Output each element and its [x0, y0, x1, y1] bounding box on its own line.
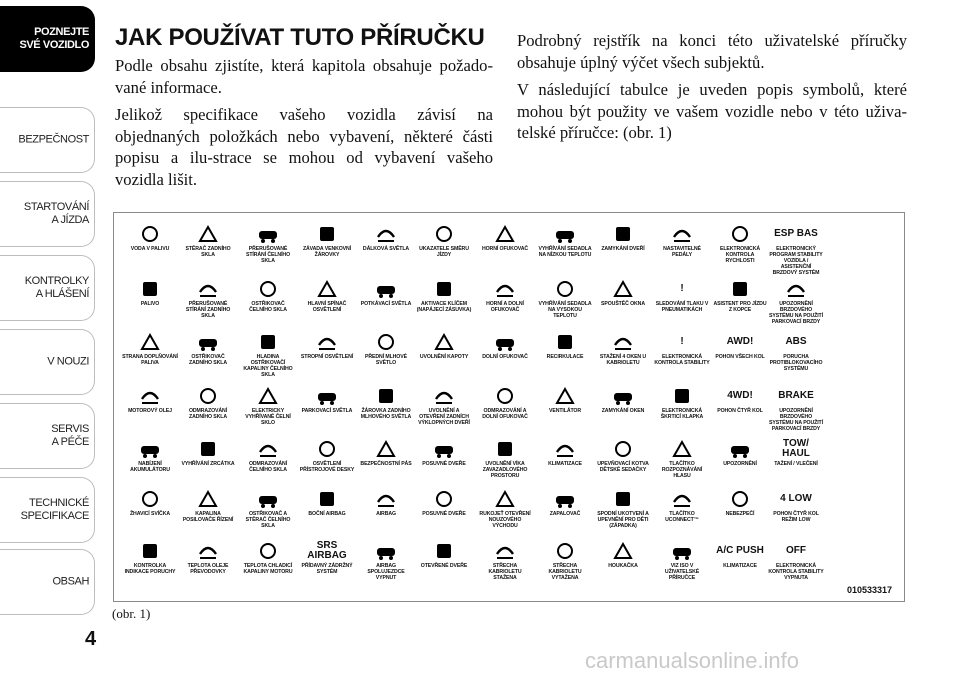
- symbol-label: PŘÍDAVNÝ ZÁDRŽNÝ SYSTÉM: [301, 563, 353, 575]
- symbol-icon: [416, 488, 472, 510]
- symbol-icon: [299, 278, 355, 300]
- symbol-badge-text: ESP BAS: [774, 228, 818, 239]
- symbol-icon: [477, 438, 533, 460]
- symbol-cell: [768, 385, 824, 432]
- symbol-cell: [416, 385, 472, 426]
- symbol-icon: [240, 223, 296, 245]
- symbol-icon: [122, 331, 178, 353]
- sidebar-tab-label: BEZPEČNOST: [18, 133, 89, 146]
- symbol-label: STROPNÍ OSVĚTLENÍ: [300, 354, 354, 360]
- symbol-cell: [537, 331, 593, 360]
- symbol-badge-text: AWD!: [726, 336, 754, 347]
- symbol-cell: [358, 331, 414, 366]
- symbol-icon: [654, 438, 710, 460]
- sidebar-tab-1[interactable]: [0, 107, 95, 173]
- symbol-label: STĚRAČ ZADNÍHO SKLA: [185, 246, 231, 258]
- symbol-label: NASTAVITELNÉ PEDÁLY: [663, 246, 701, 258]
- symbol-label: UPOZORNĚNÍ: [723, 461, 757, 467]
- symbol-label: TEPLOTA OLEJE PŘEVODOVKY: [187, 563, 229, 575]
- symbol-label: DOLNÍ OFUKOVAČ: [482, 354, 528, 360]
- symbol-cell: [712, 278, 768, 313]
- symbol-icon: [477, 488, 533, 510]
- symbol-label: VENTILÁTOR: [548, 408, 582, 414]
- symbol-cell: [768, 278, 824, 325]
- symbol-cell: [240, 223, 296, 264]
- symbol-label: VODA V PALIVU: [130, 246, 170, 252]
- symbol-label: OSTŘIKOVAČ ZADNÍHO SKLA: [189, 354, 227, 366]
- symbol-cell: [477, 331, 533, 360]
- symbol-label: TLAČÍTKO UCONNECT™: [665, 511, 699, 523]
- symbol-cell: [712, 488, 768, 517]
- symbol-label: POHON ČTYŘ KOL REŽIM LOW: [773, 511, 819, 523]
- symbol-cell: [595, 385, 651, 414]
- symbol-icon: [477, 278, 533, 300]
- symbol-icon: [416, 278, 472, 300]
- symbol-label: UKAZATELE SMĚRU JÍZDY: [419, 246, 469, 258]
- symbol-label: ELEKTRONICKÁ KONTROLA STABILITY VYPNUTA: [768, 563, 824, 581]
- symbol-label: PŘEDNÍ MLHOVÉ SVĚTLO: [365, 354, 407, 366]
- symbol-icon: [180, 540, 236, 562]
- left-column: [115, 55, 493, 196]
- symbol-label: OTEVŘENÉ DVEŘE: [420, 563, 468, 569]
- symbol-cell: [654, 488, 710, 523]
- symbol-label: SPODNÍ UKOTVENÍ A UPEVNĚNÍ PRO DĚTI (ZÁPADKA): [597, 511, 649, 529]
- symbol-label: RECIRKULACE: [546, 354, 584, 360]
- symbol-badge-text: !: [680, 336, 684, 347]
- symbol-icon: [477, 331, 533, 353]
- right-column: [517, 30, 907, 150]
- symbol-label: MOTOROVÝ OLEJ: [128, 408, 172, 414]
- symbol-cell: [358, 223, 414, 252]
- sidebar-tab-label: KONTROLKY A HLÁŠENÍ: [24, 275, 89, 300]
- symbol-label: ASISTENT PRO JÍZDU Z KOPCE: [713, 301, 767, 313]
- symbol-cell: [180, 223, 236, 258]
- symbol-label: ZÁVADA VENKOVNÍ ŽÁROVKY: [302, 246, 352, 258]
- symbol-label: HLAVNÍ SPÍNAČ OSVĚTLENÍ: [307, 301, 347, 313]
- symbol-icon: [240, 385, 296, 407]
- sidebar-tab-label: OBSAH: [52, 575, 89, 588]
- symbol-label: PALIVO: [140, 301, 160, 307]
- symbol-cell: [122, 488, 178, 517]
- symbol-cell: [180, 540, 236, 575]
- symbol-icon: [654, 488, 710, 510]
- symbol-icon: [299, 438, 355, 460]
- symbol-label: ŽHAVICÍ SVÍČKA: [129, 511, 170, 517]
- symbol-icon: [180, 385, 236, 407]
- symbol-icon: [122, 540, 178, 562]
- symbol-icon: [595, 223, 651, 245]
- symbol-icon: [712, 488, 768, 510]
- symbol-label: STŘECHA KABRIOLETU STAŽENA: [488, 563, 522, 581]
- symbol-label: AIRBAG: [376, 511, 396, 517]
- symbol-label: STŘECHA KABRIOLETU VYTAŽENA: [548, 563, 582, 581]
- symbol-cell: [122, 438, 178, 473]
- symbol-icon: [416, 540, 472, 562]
- symbol-cell: [654, 385, 710, 420]
- symbol-label: POHON VŠECH KOL: [715, 354, 765, 360]
- symbol-icon: [537, 331, 593, 353]
- symbol-label: VIZ ISO V UŽIVATELSKÉ PŘÍRUČCE: [664, 563, 700, 581]
- symbol-icon: [654, 385, 710, 407]
- symbol-cell: [595, 278, 651, 307]
- symbol-label: AIRBAG SPOLUJEZDCE VYPNUT: [367, 563, 405, 581]
- symbol-icon: [654, 540, 710, 562]
- symbol-label: NEBEZPEČÍ: [725, 511, 755, 517]
- paragraph: Podle obsahu zjistíte, která kapitola obsahuje požado-vané informace.: [115, 56, 493, 97]
- symbol-icon: [299, 385, 355, 407]
- sidebar-tab-4[interactable]: [0, 329, 95, 395]
- symbol-badge-text: ABS: [785, 336, 807, 347]
- symbol-cell: [358, 438, 414, 467]
- symbol-cell: [537, 223, 593, 258]
- symbol-label: BEZPEČNOSTNÍ PÁS: [360, 461, 412, 467]
- symbol-cell: [768, 488, 824, 523]
- symbol-icon: [240, 331, 296, 353]
- symbol-badge-text: 4WD!: [727, 390, 753, 401]
- symbol-cell: [768, 223, 824, 276]
- symbol-label: UVOLNĚNÍ A OTEVŘENÍ ZADNÍCH VÝKLOPNÝCH DVEŘÍ: [418, 408, 470, 426]
- symbol-icon: [358, 278, 414, 300]
- symbol-icon: [537, 385, 593, 407]
- symbol-icon: [299, 331, 355, 353]
- symbol-label: ELEKTRONICKÝ PROGRAM STABILITY VOZIDLA / ASISTENČNÍ BRZDOVÝ SYSTÉM: [769, 246, 823, 276]
- symbol-cell: [122, 278, 178, 307]
- symbol-icon: [595, 488, 651, 510]
- symbol-icon: [180, 488, 236, 510]
- symbol-icon: [358, 223, 414, 245]
- symbol-cell: [240, 540, 296, 575]
- symbol-label: KLIMATIZACE: [723, 563, 757, 569]
- symbol-icon: [595, 278, 651, 300]
- symbol-icon: [712, 223, 768, 245]
- symbol-cell: [358, 385, 414, 420]
- symbol-label: UPEVŇOVACÍ KOTVA DĚTSKÉ SEDAČKY: [597, 461, 649, 473]
- chapter-sidebar: [0, 0, 97, 678]
- symbol-icon: [416, 223, 472, 245]
- figure-caption: (obr. 1): [112, 606, 151, 621]
- symbol-label: OSVĚTLENÍ PŘÍSTROJOVÉ DESKY: [299, 461, 355, 473]
- symbol-label: ZAPALOVAČ: [549, 511, 581, 517]
- symbol-label: HOUKAČKA: [608, 563, 638, 569]
- symbol-label: VYHŘÍVÁNÍ SEDADLA NA VYSOKOU TEPLOTU: [538, 301, 592, 319]
- symbol-cell: [477, 223, 533, 252]
- symbol-cell: [712, 385, 768, 414]
- symbol-cell: [122, 331, 178, 366]
- symbol-icon: [358, 438, 414, 460]
- symbol-label: DÁLKOVÁ SVĚTLA: [362, 246, 410, 252]
- symbol-icon: [477, 223, 533, 245]
- page-number: 4: [85, 628, 97, 650]
- symbol-icon: [240, 488, 296, 510]
- symbol-cell: [477, 438, 533, 479]
- symbol-cell: [712, 438, 768, 467]
- symbol-label: ELEKTRONICKÁ KONTROLA STABILITY: [654, 354, 710, 366]
- symbol-cell: [768, 540, 824, 581]
- symbol-icon: [122, 488, 178, 510]
- symbol-label: PARKOVACÍ SVĚTLA: [301, 408, 353, 414]
- symbol-badge-text: 4 LOW: [780, 493, 812, 504]
- symbol-label: UVOLNĚNÍ VÍKA ZAVAZADLOVÉHO PROSTORU: [482, 461, 528, 479]
- symbol-label: ŽÁROVKA ZADNÍHO MLHOVÉHO SVĚTLA: [360, 408, 412, 420]
- symbol-cell: [240, 488, 296, 529]
- symbol-label: KLIMATIZACE: [548, 461, 582, 467]
- symbol-icon: [595, 540, 651, 562]
- symbol-badge-text: OFF: [786, 545, 806, 556]
- symbol-icon: [416, 385, 472, 407]
- paragraph: Podrobný rejstřík na konci této uživatelské příručky obsahuje úplný výčet všech subjektů.: [517, 31, 907, 72]
- symbol-cell: [299, 488, 355, 517]
- symbol-icon: [240, 278, 296, 300]
- symbol-label: HLADINA OSTŘIKOVAČÍ KAPALINY ČELNÍHO SKLA: [243, 354, 293, 378]
- symbol-label: TEPLOTA CHLADICÍ KAPALINY MOTORU: [243, 563, 293, 575]
- symbol-label: ODMRAZOVÁNÍ ČELNÍHO SKLA: [248, 461, 288, 473]
- symbol-cell: [240, 331, 296, 378]
- symbol-icon: [299, 223, 355, 245]
- symbol-cell: [416, 223, 472, 258]
- symbol-cell: [712, 331, 768, 360]
- symbol-icon: [712, 438, 768, 460]
- symbol-label: ODMRAZOVÁNÍ ZADNÍHO SKLA: [188, 408, 228, 420]
- symbol-cell: [180, 331, 236, 366]
- symbol-label: POSUVNÉ DVEŘE: [422, 461, 466, 467]
- symbol-icon: [299, 488, 355, 510]
- symbol-icon: [537, 438, 593, 460]
- symbol-label: SPOUŠTĚČ OKNA: [601, 301, 645, 307]
- symbol-icon: [358, 488, 414, 510]
- symbol-cell: [416, 278, 472, 313]
- symbol-cell: [537, 438, 593, 467]
- paragraph: Jelikož specifikace vašeho vozidla závisí na objednaných položkách nebo vybavení, některé části popisu a ilu-strace se mohou od vybavení vašeho vozidla lišit.: [115, 105, 493, 189]
- watermark-text: carmanualsonline.info: [585, 648, 800, 673]
- symbol-badge-text: !: [680, 283, 684, 294]
- sidebar-tab-2[interactable]: [0, 181, 95, 247]
- paragraph: V následující tabulce je uveden popis symbolů, které mohou být použity ve vašem vozidle nebo v této uživa-telské příručce: (obr. 1): [517, 80, 907, 142]
- symbol-label: RUKOJEŤ OTEVŘENÍ NOUZOVÉHO VÝCHODU: [479, 511, 531, 529]
- symbol-label: ELEKTRONICKÁ KONTROLA RYCHLOSTI: [719, 246, 760, 264]
- symbol-icon: [537, 223, 593, 245]
- symbol-cell: [122, 385, 178, 414]
- symbol-cell: [537, 385, 593, 414]
- symbol-icon: [180, 223, 236, 245]
- symbol-icon: [358, 540, 414, 562]
- symbol-icon: [180, 278, 236, 300]
- symbol-icon: [477, 540, 533, 562]
- symbol-cell: [122, 540, 178, 575]
- symbol-cell: [416, 488, 472, 517]
- symbol-cell: [416, 331, 472, 360]
- symbol-icon: [122, 278, 178, 300]
- symbol-label: ZAMYKÁNÍ DVEŘÍ: [601, 246, 645, 252]
- symbol-badge-text: TOW/ HAUL: [782, 438, 810, 459]
- symbol-cell: [240, 438, 296, 473]
- sidebar-tab-7[interactable]: [0, 549, 95, 615]
- sidebar-tab-0[interactable]: [0, 6, 95, 72]
- symbol-badge-text: A/C PUSH: [716, 545, 764, 556]
- sidebar-tab-label: SERVIS A PÉČE: [51, 423, 89, 448]
- symbol-label: UVOLNĚNÍ KAPOTY: [419, 354, 469, 360]
- symbol-cell: [477, 540, 533, 581]
- symbol-cell: [477, 385, 533, 420]
- symbol-cell: [768, 438, 824, 467]
- symbol-cell: [299, 278, 355, 313]
- symbol-badge-text: BRAKE: [778, 390, 814, 401]
- symbol-cell: [712, 540, 768, 569]
- symbol-label: POSUVNÉ DVEŘE: [422, 511, 466, 517]
- symbol-label: TAŽENÍ / VLEČENÍ: [774, 461, 818, 467]
- symbol-cell: [595, 540, 651, 569]
- symbol-label: POTKÁVACÍ SVĚTLA: [360, 301, 412, 307]
- symbol-icon: [595, 385, 651, 407]
- symbol-label: ELEKTRICKY VYHŘÍVANÉ ČELNÍ SKLO: [245, 408, 291, 426]
- symbol-label: HORNÍ OFUKOVAČ: [481, 246, 529, 252]
- symbol-cell: [358, 488, 414, 517]
- symbol-icon: [712, 278, 768, 300]
- symbol-icon: [240, 540, 296, 562]
- symbol-cell: [595, 488, 651, 529]
- symbol-label: AKTIVACE KLÍČEM (NAPÁJECÍ ZÁSUVKA): [416, 301, 472, 313]
- sidebar-tab-label: POZNEJTE SVÉ VOZIDLO: [19, 26, 89, 51]
- symbol-cell: [654, 438, 710, 479]
- symbol-icon: [180, 438, 236, 460]
- symbol-cell: [595, 331, 651, 366]
- page-title: JAK POUŽÍVAT TUTO PŘÍRUČKU: [115, 24, 485, 51]
- symbol-label: ZAMYKÁNÍ OKEN: [601, 408, 645, 414]
- sidebar-tab-5[interactable]: [0, 403, 95, 469]
- symbol-cell: [477, 488, 533, 529]
- symbol-icon: [122, 438, 178, 460]
- symbol-icon: [358, 385, 414, 407]
- sidebar-tab-3[interactable]: [0, 255, 95, 321]
- symbol-label: ELEKTRONICKÁ ŠKRTICÍ KLAPKA: [660, 408, 704, 420]
- symbol-label: KAPALINA POSILOVAČE ŘÍZENÍ: [182, 511, 234, 523]
- symbol-label: STAŽENÍ 4 OKEN U KABRIOLETU: [599, 354, 647, 366]
- symbol-label: UPOZORNĚNÍ BRZDOVÉHO SYSTÉMU NA POUŽITÍ PARKOVACÍ BRZDY: [769, 408, 823, 432]
- symbol-icon: [595, 438, 651, 460]
- symbol-icon: [477, 385, 533, 407]
- symbol-cell: [416, 438, 472, 467]
- symbol-icon: [416, 438, 472, 460]
- symbol-icon: [768, 278, 824, 300]
- figure-reference-code: 010533317: [846, 585, 892, 595]
- symbol-icon: [358, 331, 414, 353]
- symbol-cell: [416, 540, 472, 569]
- sidebar-tab-label: TECHNICKÉ SPECIFIKACE: [20, 497, 89, 522]
- symbol-label: UPOZORNĚNÍ BRZDOVÉHO SYSTÉMU NA POUŽITÍ PARKOVACÍ BRZDY: [769, 301, 823, 325]
- sidebar-tab-label: V NOUZI: [47, 355, 89, 368]
- symbol-cell: [712, 223, 768, 264]
- symbol-cell: [358, 540, 414, 581]
- symbol-label: TLAČÍTKO ROZPOZNÁVÁNÍ HLASU: [661, 461, 703, 479]
- symbol-table-figure: [113, 212, 905, 602]
- symbol-cell: [537, 488, 593, 517]
- symbol-cell: [654, 540, 710, 581]
- symbol-label: PŘERUŠOVANÉ STÍRÁNÍ ČELNÍHO SKLA: [245, 246, 291, 264]
- symbol-icon: [416, 331, 472, 353]
- symbol-label: HORNÍ A DOLNÍ OFUKOVAČ: [486, 301, 524, 313]
- symbol-label: PŘERUŠOVANÉ STÍRÁNÍ ZADNÍHO SKLA: [185, 301, 231, 319]
- symbol-cell: [299, 223, 355, 258]
- symbol-label: ODMRAZOVÁNÍ A DOLNÍ OFUKOVAČ: [482, 408, 528, 420]
- symbol-cell: [240, 385, 296, 426]
- symbol-cell: [595, 223, 651, 252]
- symbol-cell: [477, 278, 533, 313]
- symbol-badge-text: SRS AIRBAG: [307, 540, 347, 561]
- symbol-label: OSTŘIKOVAČ ČELNÍHO SKLA: [249, 301, 287, 313]
- symbol-label: VYHŘÍVÁNÍ SEDADLA NA NÍZKOU TEPLOTU: [538, 246, 592, 258]
- symbol-label: STRANA DOPLŇOVÁNÍ PALIVA: [122, 354, 178, 366]
- symbol-cell: [654, 278, 710, 313]
- symbol-cell: [240, 278, 296, 313]
- symbol-label: OSTŘIKOVAČ A STĚRAČ ČELNÍHO SKLA: [245, 511, 291, 529]
- symbol-cell: [595, 438, 651, 473]
- symbol-cell: [537, 540, 593, 581]
- symbol-cell: [654, 223, 710, 258]
- symbol-label: POHON ČTYŘ KOL: [717, 408, 763, 414]
- symbol-label: NABÍJENÍ AKUMULÁTORU: [130, 461, 170, 473]
- symbol-cell: [299, 331, 355, 360]
- symbol-label: VYHŘÍVÁNÍ ZRCÁTKA: [181, 461, 235, 467]
- symbol-label: BOČNÍ AIRBAG: [308, 511, 346, 517]
- symbol-icon: [537, 540, 593, 562]
- symbol-icon: [240, 438, 296, 460]
- symbol-cell: [180, 488, 236, 523]
- symbol-cell: [122, 223, 178, 252]
- sidebar-tab-label: STARTOVÁNÍ A JÍZDA: [23, 201, 89, 226]
- symbol-icon: [595, 331, 651, 353]
- symbol-icon: [122, 385, 178, 407]
- symbol-cell: [180, 385, 236, 420]
- symbol-icon: [654, 223, 710, 245]
- symbol-cell: [299, 438, 355, 473]
- symbol-cell: [299, 540, 355, 575]
- symbol-cell: [654, 331, 710, 366]
- symbol-icon: [122, 223, 178, 245]
- symbol-cell: [299, 385, 355, 414]
- symbol-icon: [537, 488, 593, 510]
- symbol-cell: [358, 278, 414, 307]
- symbol-label: KONTROLKA INDIKACE PORUCHY: [124, 563, 176, 575]
- symbol-icon: [180, 331, 236, 353]
- symbol-cell: [537, 278, 593, 319]
- symbol-cell: [180, 438, 236, 467]
- symbol-cell: [768, 331, 824, 372]
- symbol-label: SLEDOVÁNÍ TLAKU V PNEUMATIKÁCH: [655, 301, 709, 313]
- symbol-icon: [537, 278, 593, 300]
- symbol-label: PORUCHA PROTIBLOKOVACÍHO SYSTÉMU: [769, 354, 823, 372]
- sidebar-tab-6[interactable]: [0, 477, 95, 543]
- symbol-cell: [180, 278, 236, 319]
